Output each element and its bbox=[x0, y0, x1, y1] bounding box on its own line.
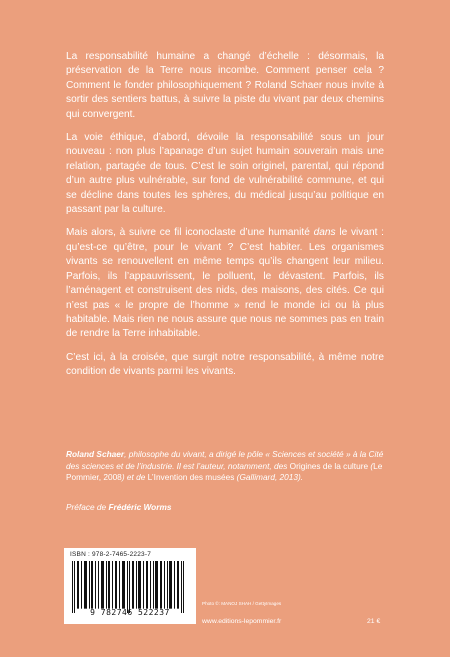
author-book-1: Origines de la culture bbox=[289, 460, 369, 471]
blurb-paragraph-2: La voie éthique, d’abord, dévoile la responsabilité sous un jour nouveau : non plus l’apanage d’un sujet humain souverain mais une relation, partagée de tous. C’est le soin originel, parental, qui répond d’un autre plus vulnérable, sur fond de vulnérabilité commune, et qui se décline dans toutes les sphères, du médical jusqu’au politique en passant par la culture. bbox=[66, 132, 384, 216]
author-bio-text-1: , philosophe du vivant, a dirigé le pôle « Sciences et société » à la Cité des sciences et de l’industrie. Il est l’auteur, notamment, des bbox=[66, 449, 384, 471]
barcode-digits: 9 782746 522237 bbox=[90, 608, 170, 617]
blurb-p3-end: le vivant : qu’est-ce qu’être, pour le vivant ? C’est habiter. Les organismes vivants se renouvellent en même temps qu’ils changent leur milieu. Parfois, ils l’appauvrissent, le polluent, le dévastent. Parfois, ils l’aménagent et construisent des nids, des maisons, des cités. Ce qui n’est pas « le propre de l’homme » rend le monde ici ou là plus habitable. Mais rien ne nous assure que nous ne sommes pas en train de rendre la Terre inhabitable. bbox=[66, 227, 384, 340]
isbn-label: ISBN : 978-2-7465-2223-7 bbox=[70, 551, 152, 558]
preface-label: Préface de bbox=[66, 502, 109, 512]
price: 21 € bbox=[367, 618, 381, 625]
author-bio-text-2: ( bbox=[368, 460, 374, 471]
publisher-url: www.editions-lepommier.fr bbox=[202, 618, 282, 625]
author-name: Roland Schaer bbox=[66, 449, 125, 459]
author-publisher-1: Le Pommier, 2008 bbox=[66, 460, 383, 483]
preface-credit bbox=[66, 502, 171, 512]
blurb-paragraph-3 bbox=[66, 226, 384, 341]
blurb-paragraph-4: C’est ici, à la croisée, que surgit notre responsabilité, à même notre condition de vivants parmi les vivants. bbox=[66, 351, 384, 378]
blurb-p3-emphasis: dans bbox=[313, 227, 336, 239]
author-bio bbox=[66, 449, 384, 484]
blurb-paragraph-1: La responsabilité humaine a changé d’échelle : désormais, la préservation de la Terre nous incombe. Comment penser cela ? Comment le fonder philosophiquement ? Roland Schaer nous invite à sortir des sentiers battus, à suivre la piste du vivant par deux chemins qui convergent. bbox=[66, 51, 384, 120]
author-bio-text-3: ) et de bbox=[121, 472, 148, 483]
barcode-icon bbox=[70, 561, 190, 613]
blurb-text bbox=[66, 50, 384, 389]
author-bio-text-4: ( bbox=[234, 472, 240, 483]
author-bio-text-5: ). bbox=[298, 472, 304, 483]
isbn-barcode-box bbox=[64, 548, 196, 624]
preface-author: Frédéric Worms bbox=[108, 502, 172, 512]
photo-credit: Photo ©: MANOJ SHAH / GettyImages bbox=[202, 601, 282, 606]
author-book-2: L’Invention des musées bbox=[147, 472, 235, 483]
blurb-p3-start: Mais alors, à suivre ce fil iconoclaste d’une humanité bbox=[66, 227, 314, 239]
author-publisher-2: Gallimard, 2013 bbox=[239, 472, 299, 483]
